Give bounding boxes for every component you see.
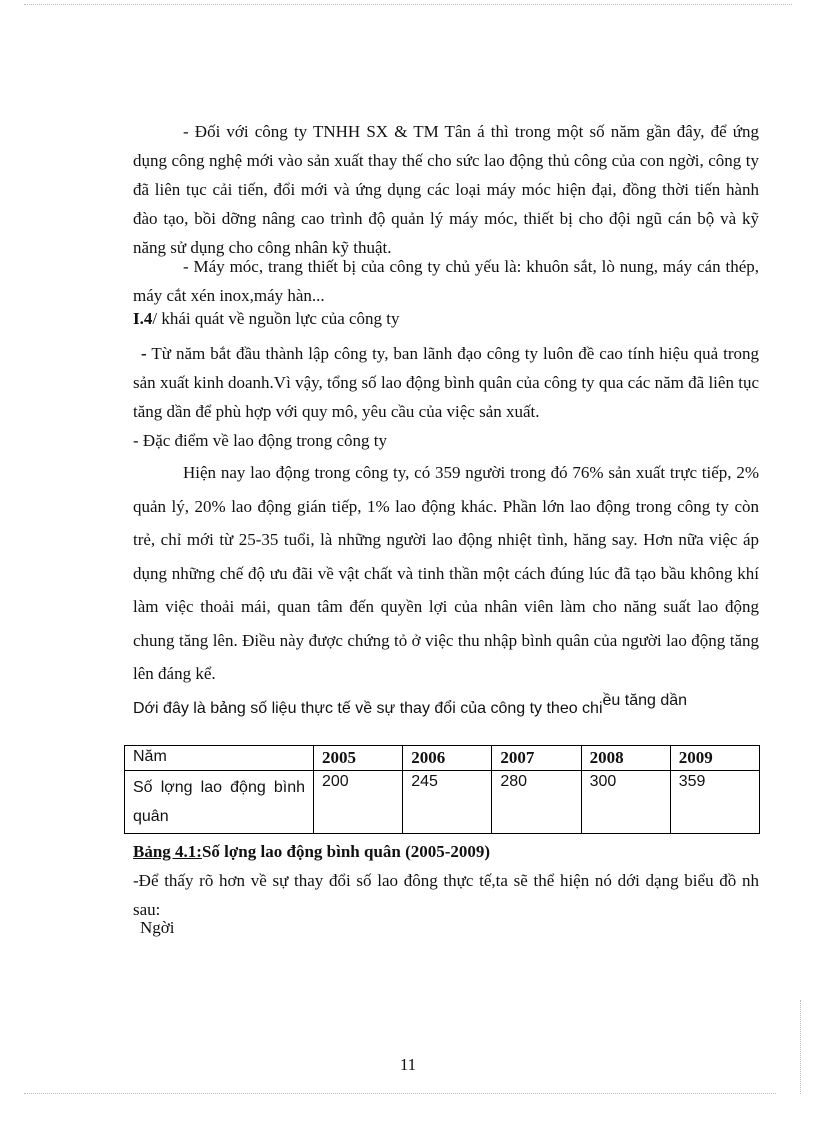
table-value-cell: 359 xyxy=(670,771,759,834)
top-dotted-border xyxy=(24,4,792,5)
table-year-cell: 2008 xyxy=(581,746,670,771)
section-number: I.4 xyxy=(133,309,153,328)
table-intro xyxy=(133,692,688,718)
table-year-cell: 2007 xyxy=(492,746,581,771)
table-intro-tail: ều tăng dần xyxy=(602,692,688,709)
table-value-cell: 300 xyxy=(581,771,670,834)
bottom-dotted-border xyxy=(24,1093,776,1094)
table-value-cell: 280 xyxy=(492,771,581,834)
section-heading xyxy=(133,309,400,329)
bullet-dash: - xyxy=(141,344,147,363)
table-year-cell: 2005 xyxy=(314,746,403,771)
table-year-cell: 2009 xyxy=(670,746,759,771)
table-header-row xyxy=(125,746,760,771)
paragraph-equipment-list: - Máy móc, trang thiết bị của công ty chủ yếu là: khuôn sắt, lò nung, máy cán thép, máy cắt xén inox,máy hàn... xyxy=(133,257,759,305)
table-intro-text: Dới đây là bảng số liệu thực tế về sự thay đổi của công ty theo chi xyxy=(133,700,603,717)
paragraph-labor-details: Hiện nay lao động trong công ty, có 359 người trong đó 76% sản xuất trực tiếp, 2% quản lý, 20% lao động gián tiếp, 1% lao động khác. Phần lớn lao động trong công ty còn trẻ, chỉ mới từ 25-35 tuổi, là những người lao động nhiệt tình, hăng say. Hơn nữa việc áp dụng những chế độ ưu đãi về vật chất và tinh thần một cách đúng lúc đã tạo bầu không khí làm việc thoải mái, quan tâm đến quyền lợi của nhân viên làm cho năng suất lao động chung tăng lên. Điều này được chứng tỏ ở việc thu nhập bình quân của người lao động tăng lên đáng kể. xyxy=(133,463,759,683)
right-dotted-border xyxy=(800,1000,801,1094)
table-header-label: Năm xyxy=(125,746,314,771)
table-caption-text: Số lợng lao động bình quân (2005-2009) xyxy=(201,842,491,861)
table-year-cell: 2006 xyxy=(403,746,492,771)
table-value-cell: 200 xyxy=(314,771,403,834)
paragraph-equipment-modernization: - Đối với công ty TNHH SX & TM Tân á thì trong một số năm gần đây, để ứng dụng công nghệ mới vào sản xuất thay thế cho sức lao động thủ công của con ngời, công ty đã liên tục cải tiến, đổi mới và ứng dụng các loại máy móc hiện đại, đồng thời tiến hành đào tạo, bồi dỡng nâng cao trình độ quản lý máy móc, thiết bị cho đội ngũ cán bộ và kỹ năng sử dụng cho công nhân kỹ thuật. xyxy=(133,122,759,257)
paragraph-chart-intro: -Để thấy rõ hơn về sự thay đổi số lao đông thực tế,ta sẽ thể hiện nó dới dạng biểu đồ nh sau: xyxy=(133,871,759,919)
table-row-label: Số lợng lao động bình quân xyxy=(125,771,314,834)
paragraph-workforce-growth-text: Từ năm bắt đầu thành lập công ty, ban lãnh đạo công ty luôn đề cao tính hiệu quả trong sản xuất kinh doanh.Vì vậy, tổng số lao động bình quân của công ty qua các năm đã liên tục tăng dần để phù hợp với quy mô, yêu cầu của việc sản xuất. xyxy=(133,344,759,421)
table-caption xyxy=(133,842,490,862)
paragraph-labor-features-heading: - Đặc điểm về lao động trong công ty xyxy=(133,431,387,450)
table-data-row xyxy=(125,771,760,834)
page-number: 11 xyxy=(399,1055,417,1074)
table-caption-label: Bảng 4.1: xyxy=(133,842,202,861)
paragraph-workforce-growth xyxy=(133,339,759,426)
chart-unit-label: Ngời xyxy=(140,918,175,937)
table-value-cell: 245 xyxy=(403,771,492,834)
labor-table xyxy=(124,745,760,834)
section-title: / khái quát về nguồn lực của công ty xyxy=(152,309,400,328)
